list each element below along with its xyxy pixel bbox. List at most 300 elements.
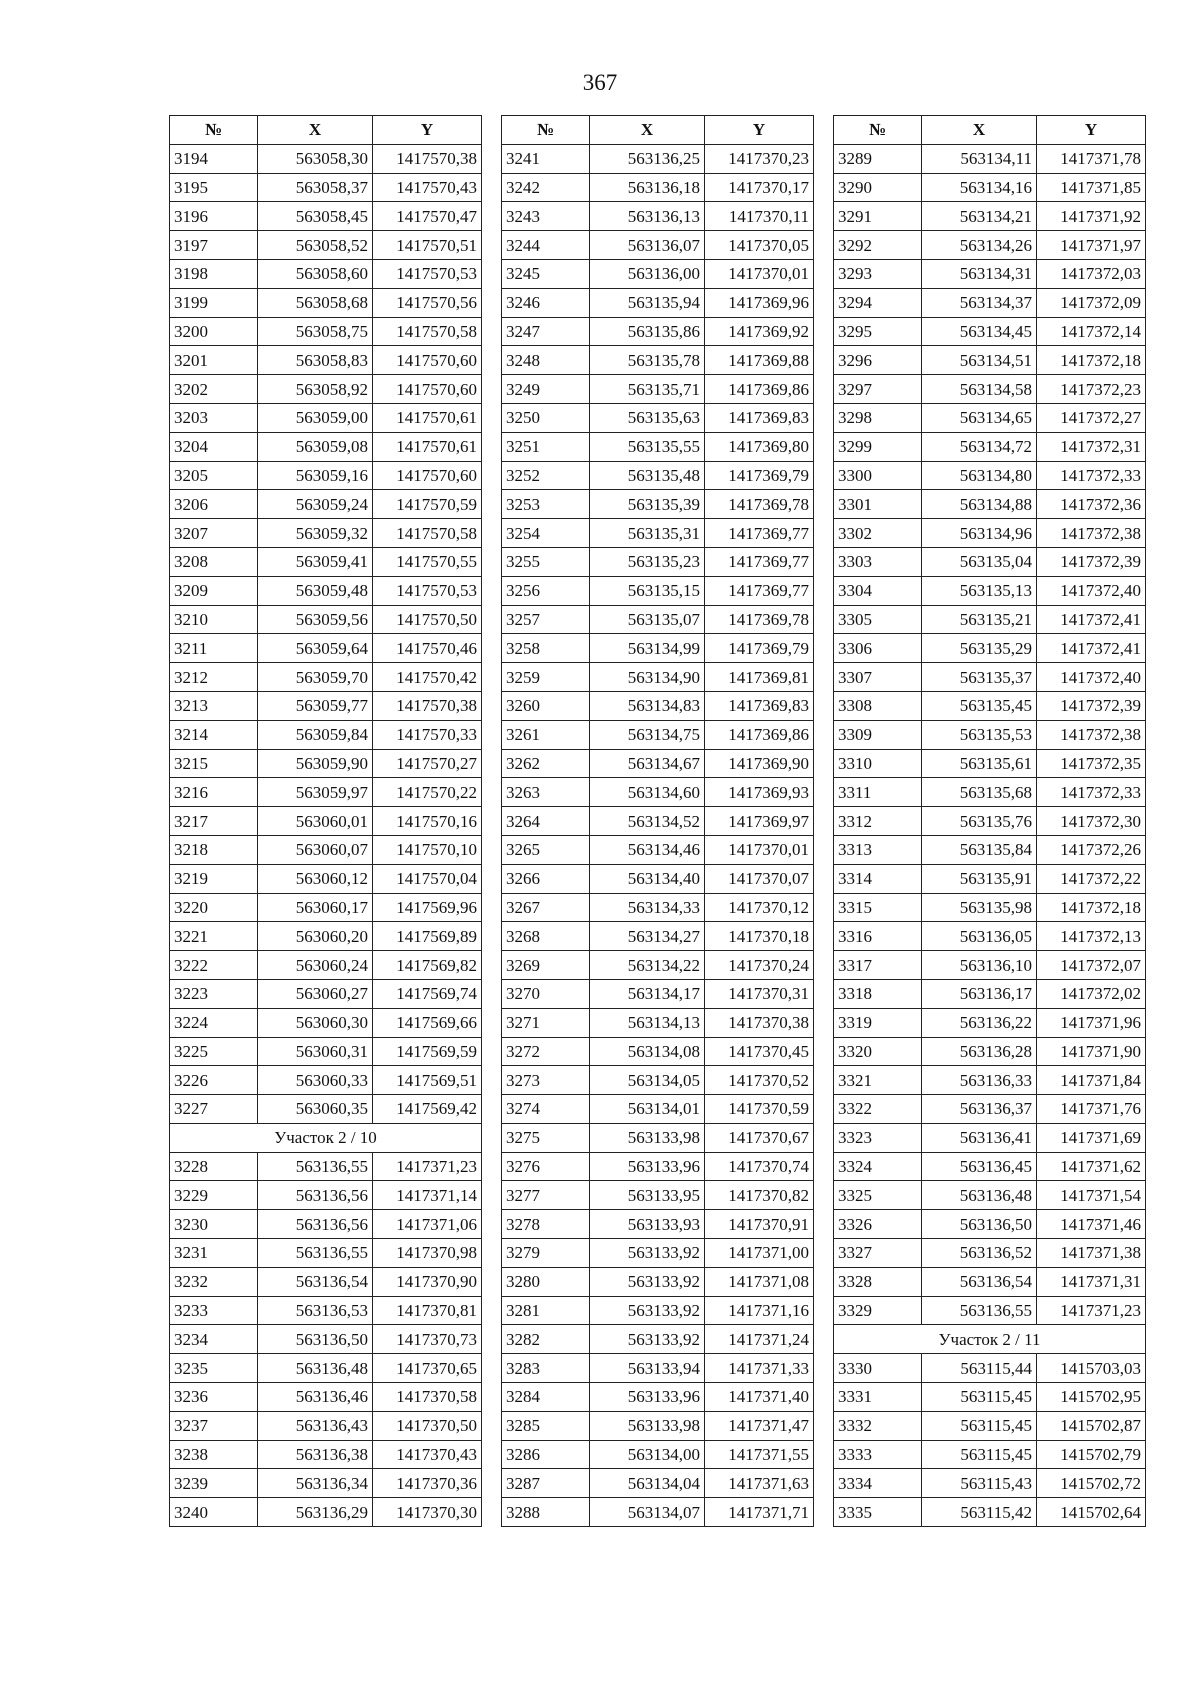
cell-x: 563135,37: [922, 663, 1037, 692]
cell-y: 1417570,42: [373, 663, 482, 692]
table-row: [834, 893, 1146, 922]
cell-num: 3290: [834, 173, 922, 202]
table-row: [502, 576, 814, 605]
cell-num: 3250: [502, 403, 590, 432]
cell-y: 1415703,03: [1037, 1354, 1146, 1383]
cell-x: 563136,29: [258, 1498, 373, 1527]
cell-y: 1417570,38: [373, 691, 482, 720]
cell-num: 3198: [170, 259, 258, 288]
cell-num: 3283: [502, 1354, 590, 1383]
table-row: [170, 519, 482, 548]
cell-num: 3221: [170, 922, 258, 951]
header-row: [502, 116, 814, 145]
cell-num: 3274: [502, 1095, 590, 1124]
cell-x: 563135,76: [922, 807, 1037, 836]
cell-num: 3321: [834, 1066, 922, 1095]
cell-y: 1417372,02: [1037, 979, 1146, 1008]
cell-num: 3328: [834, 1267, 922, 1296]
cell-x: 563135,23: [590, 547, 705, 576]
table-row: [834, 1354, 1146, 1383]
cell-y: 1417570,60: [373, 375, 482, 404]
cell-y: 1417372,13: [1037, 922, 1146, 951]
cell-x: 563134,27: [590, 922, 705, 951]
cell-num: 3194: [170, 144, 258, 173]
cell-y: 1417370,11: [705, 202, 814, 231]
cell-num: 3231: [170, 1239, 258, 1268]
cell-x: 563136,33: [922, 1066, 1037, 1095]
table-row: [502, 1210, 814, 1239]
cell-num: 3292: [834, 231, 922, 260]
cell-y: 1417371,00: [705, 1239, 814, 1268]
cell-num: 3244: [502, 231, 590, 260]
table-row: [502, 547, 814, 576]
cell-y: 1417370,24: [705, 951, 814, 980]
table-row: [502, 951, 814, 980]
cell-num: 3258: [502, 634, 590, 663]
cell-x: 563134,51: [922, 346, 1037, 375]
table-row: [834, 720, 1146, 749]
cell-y: 1417570,10: [373, 835, 482, 864]
cell-y: 1417570,55: [373, 547, 482, 576]
cell-y: 1417570,59: [373, 490, 482, 519]
cell-y: 1417370,50: [373, 1411, 482, 1440]
table-row: [170, 749, 482, 778]
cell-y: 1417370,52: [705, 1066, 814, 1095]
cell-y: 1417570,58: [373, 519, 482, 548]
table-row: [170, 1181, 482, 1210]
cell-x: 563059,64: [258, 634, 373, 663]
cell-x: 563133,92: [590, 1267, 705, 1296]
cell-x: 563135,84: [922, 835, 1037, 864]
cell-x: 563135,63: [590, 403, 705, 432]
table-row: [170, 864, 482, 893]
table-row: [502, 691, 814, 720]
cell-x: 563134,33: [590, 893, 705, 922]
cell-x: 563136,45: [922, 1152, 1037, 1181]
table-row: [170, 173, 482, 202]
cell-x: 563136,43: [258, 1411, 373, 1440]
cell-y: 1417371,23: [373, 1152, 482, 1181]
cell-x: 563134,37: [922, 288, 1037, 317]
cell-x: 563136,25: [590, 144, 705, 173]
cell-num: 3202: [170, 375, 258, 404]
coordinate-table-3: [833, 115, 1146, 1527]
cell-y: 1417369,90: [705, 749, 814, 778]
table-row: [502, 1008, 814, 1037]
cell-x: 563060,12: [258, 864, 373, 893]
table-row: [502, 1440, 814, 1469]
cell-y: 1417570,58: [373, 317, 482, 346]
cell-y: 1417369,97: [705, 807, 814, 836]
cell-num: 3322: [834, 1095, 922, 1124]
table-row: [170, 1440, 482, 1469]
table-row: [834, 778, 1146, 807]
cell-y: 1417372,39: [1037, 547, 1146, 576]
cell-y: 1417370,82: [705, 1181, 814, 1210]
table-row: [502, 749, 814, 778]
cell-x: 563134,16: [922, 173, 1037, 202]
cell-x: 563134,00: [590, 1440, 705, 1469]
cell-x: 563133,94: [590, 1354, 705, 1383]
cell-num: 3331: [834, 1383, 922, 1412]
cell-num: 3209: [170, 576, 258, 605]
cell-y: 1417371,40: [705, 1383, 814, 1412]
cell-y: 1417370,38: [705, 1008, 814, 1037]
table-row: [502, 1296, 814, 1325]
cell-x: 563135,71: [590, 375, 705, 404]
table-row: [502, 1498, 814, 1527]
table-row: [170, 461, 482, 490]
cell-x: 563134,05: [590, 1066, 705, 1095]
cell-y: 1417369,86: [705, 720, 814, 749]
table-row: [834, 1239, 1146, 1268]
cell-y: 1417369,77: [705, 547, 814, 576]
cell-num: 3277: [502, 1181, 590, 1210]
cell-y: 1415702,87: [1037, 1411, 1146, 1440]
table-row: [834, 346, 1146, 375]
cell-y: 1417369,83: [705, 691, 814, 720]
cell-num: 3200: [170, 317, 258, 346]
table-row: [170, 1498, 482, 1527]
cell-num: 3303: [834, 547, 922, 576]
cell-y: 1417372,33: [1037, 461, 1146, 490]
table-row: [834, 979, 1146, 1008]
cell-x: 563133,98: [590, 1411, 705, 1440]
cell-num: 3216: [170, 778, 258, 807]
cell-num: 3229: [170, 1181, 258, 1210]
cell-x: 563133,98: [590, 1123, 705, 1152]
cell-y: 1417371,55: [705, 1440, 814, 1469]
cell-num: 3197: [170, 231, 258, 260]
cell-num: 3224: [170, 1008, 258, 1037]
cell-x: 563133,93: [590, 1210, 705, 1239]
cell-x: 563133,95: [590, 1181, 705, 1210]
table-row: [502, 231, 814, 260]
table-row: [834, 576, 1146, 605]
table-row: [502, 432, 814, 461]
table-row: [834, 547, 1146, 576]
cell-num: 3317: [834, 951, 922, 980]
cell-y: 1417372,22: [1037, 864, 1146, 893]
cell-y: 1417370,31: [705, 979, 814, 1008]
cell-x: 563136,55: [922, 1296, 1037, 1325]
table-row: [502, 375, 814, 404]
table-row: [502, 1239, 814, 1268]
cell-x: 563136,48: [258, 1354, 373, 1383]
table-row: [834, 1411, 1146, 1440]
cell-num: 3304: [834, 576, 922, 605]
cell-y: 1415702,72: [1037, 1469, 1146, 1498]
cell-num: 3240: [170, 1498, 258, 1527]
cell-x: 563134,45: [922, 317, 1037, 346]
table-row: [502, 807, 814, 836]
cell-num: 3261: [502, 720, 590, 749]
cell-num: 3236: [170, 1383, 258, 1412]
cell-x: 563135,55: [590, 432, 705, 461]
cell-y: 1417370,43: [373, 1440, 482, 1469]
table-row: [170, 1037, 482, 1066]
cell-y: 1417369,96: [705, 288, 814, 317]
section-row: [170, 1123, 482, 1152]
cell-y: 1417370,90: [373, 1267, 482, 1296]
cell-x: 563060,27: [258, 979, 373, 1008]
cell-num: 3281: [502, 1296, 590, 1325]
cell-y: 1417372,33: [1037, 778, 1146, 807]
cell-num: 3211: [170, 634, 258, 663]
table-row: [502, 259, 814, 288]
table-row: [834, 490, 1146, 519]
cell-y: 1417371,47: [705, 1411, 814, 1440]
cell-num: 3242: [502, 173, 590, 202]
table-row: [834, 375, 1146, 404]
table-row: [170, 1095, 482, 1124]
cell-y: 1417372,30: [1037, 807, 1146, 836]
cell-y: 1417570,61: [373, 432, 482, 461]
cell-num: 3239: [170, 1469, 258, 1498]
cell-y: 1417370,73: [373, 1325, 482, 1354]
cell-y: 1417369,92: [705, 317, 814, 346]
cell-x: 563134,07: [590, 1498, 705, 1527]
cell-x: 563135,53: [922, 720, 1037, 749]
cell-x: 563135,31: [590, 519, 705, 548]
cell-num: 3253: [502, 490, 590, 519]
cell-y: 1417371,92: [1037, 202, 1146, 231]
cell-y: 1417372,40: [1037, 576, 1146, 605]
cell-num: 3255: [502, 547, 590, 576]
table-row: [170, 403, 482, 432]
cell-num: 3237: [170, 1411, 258, 1440]
cell-y: 1417370,01: [705, 835, 814, 864]
cell-x: 563115,42: [922, 1498, 1037, 1527]
cell-y: 1417370,45: [705, 1037, 814, 1066]
cell-x: 563135,94: [590, 288, 705, 317]
table-row: [834, 403, 1146, 432]
table-row: [502, 1181, 814, 1210]
table-row: [502, 979, 814, 1008]
cell-y: 1417372,18: [1037, 346, 1146, 375]
cell-x: 563136,28: [922, 1037, 1037, 1066]
table-row: [834, 1008, 1146, 1037]
table-row: [502, 893, 814, 922]
cell-num: 3285: [502, 1411, 590, 1440]
cell-y: 1417369,83: [705, 403, 814, 432]
table-row: [502, 663, 814, 692]
cell-y: 1415702,95: [1037, 1383, 1146, 1412]
cell-y: 1417371,31: [1037, 1267, 1146, 1296]
cell-y: 1417370,74: [705, 1152, 814, 1181]
table-row: [834, 691, 1146, 720]
table-row: [834, 864, 1146, 893]
cell-num: 3291: [834, 202, 922, 231]
cell-y: 1417369,79: [705, 461, 814, 490]
table-row: [170, 835, 482, 864]
table-row: [502, 1469, 814, 1498]
cell-x: 563133,96: [590, 1152, 705, 1181]
cell-num: 3286: [502, 1440, 590, 1469]
table-row: [834, 1123, 1146, 1152]
table-row: [170, 202, 482, 231]
cell-x: 563059,77: [258, 691, 373, 720]
cell-num: 3267: [502, 893, 590, 922]
cell-y: 1417370,23: [705, 144, 814, 173]
cell-y: 1417371,16: [705, 1296, 814, 1325]
cell-y: 1417371,84: [1037, 1066, 1146, 1095]
table-row: [502, 1123, 814, 1152]
cell-y: 1417370,81: [373, 1296, 482, 1325]
cell-num: 3297: [834, 375, 922, 404]
cell-x: 563060,24: [258, 951, 373, 980]
cell-x: 563134,83: [590, 691, 705, 720]
cell-num: 3199: [170, 288, 258, 317]
table-row: [170, 605, 482, 634]
cell-num: 3269: [502, 951, 590, 980]
cell-num: 3260: [502, 691, 590, 720]
cell-y: 1417370,65: [373, 1354, 482, 1383]
cell-num: 3235: [170, 1354, 258, 1383]
table-row: [834, 922, 1146, 951]
table-row: [834, 605, 1146, 634]
cell-y: 1417372,18: [1037, 893, 1146, 922]
cell-num: 3276: [502, 1152, 590, 1181]
table-row: [502, 1411, 814, 1440]
cell-y: 1417370,12: [705, 893, 814, 922]
cell-x: 563134,21: [922, 202, 1037, 231]
cell-num: 3327: [834, 1239, 922, 1268]
cell-y: 1417371,76: [1037, 1095, 1146, 1124]
cell-x: 563058,83: [258, 346, 373, 375]
table-row: [502, 288, 814, 317]
cell-x: 563134,40: [590, 864, 705, 893]
cell-y: 1417371,96: [1037, 1008, 1146, 1037]
cell-num: 3210: [170, 605, 258, 634]
cell-num: 3214: [170, 720, 258, 749]
cell-y: 1417370,18: [705, 922, 814, 951]
table-row: [834, 461, 1146, 490]
cell-x: 563058,30: [258, 144, 373, 173]
cell-num: 3243: [502, 202, 590, 231]
cell-num: 3320: [834, 1037, 922, 1066]
cell-num: 3264: [502, 807, 590, 836]
cell-x: 563059,41: [258, 547, 373, 576]
cell-x: 563136,17: [922, 979, 1037, 1008]
cell-y: 1417569,42: [373, 1095, 482, 1124]
cell-x: 563134,90: [590, 663, 705, 692]
cell-num: 3315: [834, 893, 922, 922]
cell-y: 1417372,09: [1037, 288, 1146, 317]
table-row: [170, 346, 482, 375]
section-label: Участок 2 / 10: [170, 1123, 482, 1152]
cell-y: 1417372,41: [1037, 605, 1146, 634]
cell-y: 1417369,86: [705, 375, 814, 404]
cell-x: 563058,92: [258, 375, 373, 404]
cell-y: 1417370,58: [373, 1383, 482, 1412]
table-row: [502, 317, 814, 346]
table-row: [834, 1383, 1146, 1412]
cell-x: 563134,67: [590, 749, 705, 778]
cell-num: 3330: [834, 1354, 922, 1383]
cell-num: 3298: [834, 403, 922, 432]
table-row: [170, 1066, 482, 1095]
cell-num: 3272: [502, 1037, 590, 1066]
table-row: [834, 288, 1146, 317]
table-row: [170, 807, 482, 836]
table-row: [502, 634, 814, 663]
cell-x: 563135,48: [590, 461, 705, 490]
cell-x: 563059,32: [258, 519, 373, 548]
cell-x: 563134,96: [922, 519, 1037, 548]
cell-num: 3294: [834, 288, 922, 317]
cell-y: 1417569,89: [373, 922, 482, 951]
cell-y: 1417371,33: [705, 1354, 814, 1383]
table-row: [502, 490, 814, 519]
cell-num: 3254: [502, 519, 590, 548]
table-row: [170, 144, 482, 173]
table-row: [502, 202, 814, 231]
cell-y: 1417370,07: [705, 864, 814, 893]
cell-num: 3282: [502, 1325, 590, 1354]
table-row: [834, 1037, 1146, 1066]
cell-x: 563136,18: [590, 173, 705, 202]
cell-x: 563136,41: [922, 1123, 1037, 1152]
cell-x: 563060,17: [258, 893, 373, 922]
cell-num: 3223: [170, 979, 258, 1008]
table-row: [170, 432, 482, 461]
table-row: [170, 317, 482, 346]
cell-num: 3201: [170, 346, 258, 375]
table-row: [502, 605, 814, 634]
cell-y: 1417570,56: [373, 288, 482, 317]
cell-x: 563060,01: [258, 807, 373, 836]
cell-num: 3319: [834, 1008, 922, 1037]
table-row: [834, 173, 1146, 202]
cell-x: 563135,86: [590, 317, 705, 346]
cell-num: 3311: [834, 778, 922, 807]
cell-num: 3228: [170, 1152, 258, 1181]
cell-y: 1415702,64: [1037, 1498, 1146, 1527]
cell-x: 563135,39: [590, 490, 705, 519]
cell-num: 3230: [170, 1210, 258, 1239]
cell-num: 3333: [834, 1440, 922, 1469]
cell-y: 1417372,31: [1037, 432, 1146, 461]
table-row: [834, 1152, 1146, 1181]
cell-x: 563059,97: [258, 778, 373, 807]
cell-num: 3256: [502, 576, 590, 605]
cell-y: 1417570,43: [373, 173, 482, 202]
table-row: [170, 375, 482, 404]
cell-num: 3263: [502, 778, 590, 807]
cell-num: 3232: [170, 1267, 258, 1296]
cell-num: 3259: [502, 663, 590, 692]
cell-x: 563136,56: [258, 1210, 373, 1239]
cell-num: 3241: [502, 144, 590, 173]
table-row: [502, 922, 814, 951]
cell-y: 1417370,05: [705, 231, 814, 260]
cell-y: 1417372,07: [1037, 951, 1146, 980]
cell-num: 3262: [502, 749, 590, 778]
coordinate-table-2: [501, 115, 814, 1527]
cell-num: 3249: [502, 375, 590, 404]
cell-y: 1417369,78: [705, 605, 814, 634]
cell-x: 563059,16: [258, 461, 373, 490]
cell-num: 3308: [834, 691, 922, 720]
cell-y: 1417372,39: [1037, 691, 1146, 720]
table-row: [502, 461, 814, 490]
cell-x: 563058,75: [258, 317, 373, 346]
cell-y: 1417371,46: [1037, 1210, 1146, 1239]
cell-num: 3205: [170, 461, 258, 490]
header-x: X: [590, 116, 705, 145]
cell-y: 1417371,71: [705, 1498, 814, 1527]
